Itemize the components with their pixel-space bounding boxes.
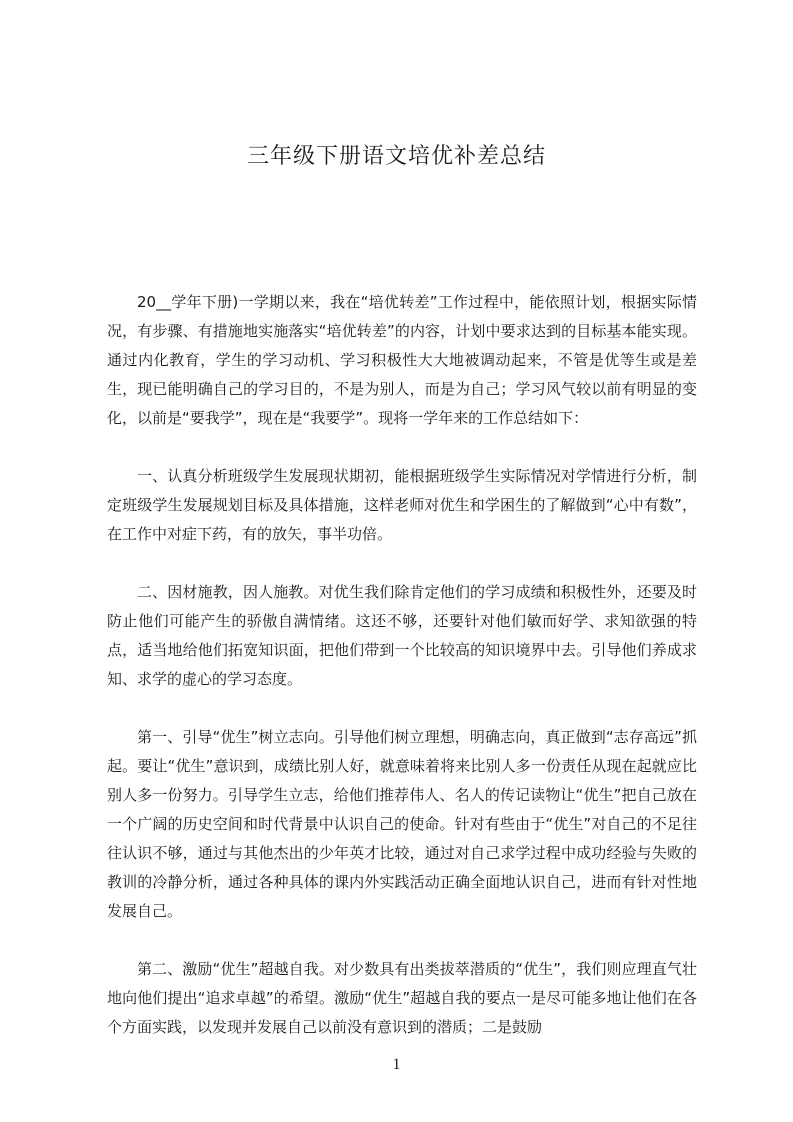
paragraph-second-point: 第二、激励“优生”超越自我。对少数具有出类拔萃潜质的“优生”，我们则应理直气壮地向他们提出“追求卓越”的希望。激励“优生”超越自我的要点一是尽可能多地让他们在各个方面实践，以发现并发展自己以前没有意识到的潜质；二是鼓励 [107, 960, 697, 1036]
paragraph-section-two: 二、因材施教，因人施教。对优生我们除肯定他们的学习成绩和积极性外，还要及时防止他们可能产生的骄傲自满情绪。这还不够，还要针对他们敏而好学、求知欲强的特点，适当地给他们拓宽知识面，把他们带到一个比较高的知识境界中去。引导他们养成求知、求学的虚心的学习态度。 [107, 583, 697, 688]
paragraph-first-point: 第一、引导“优生”树立志向。引导他们树立理想，明确志向，真正做到“志存高远”抓起。要让“优生”意识到，成绩比别人好，就意味着将来比别人多一份责任从现在起就应比别人多一份努力。引导学生立志，给他们推荐伟人、名人的传记读物让“优生”把自己放在一个广阔的历史空间和时代背景中认识自己的使命。针对有些由于“优生”对自己的不足往往认识不够，通过与其他杰出的少年英才比较，通过对自己求学过程中成功经验与失败的教训的冷静分析，通过各种具体的课内外实践活动正确全面地认识自己，进而有针对性地发展自己。 [107, 728, 697, 920]
page-number: 1 [392, 1056, 401, 1073]
paragraph-intro: 20__学年下册)一学期以来，我在“培优转差”工作过程中，能依照计划，根据实际情况，有步骤、有措施地实施落实“培优转差”的内容，计划中要求达到的目标基本能实现。通过内化教育，学生的学习动机、学习积极性大大地被调动起来，不管是优等生或是差生，现已能明确自己的学习目的，不是为别人，而是为自己；学习风气较以前有明显的变化，以前是“要我学”，现在是“我要学”。现将一学年来的工作总结如下： [107, 293, 697, 427]
paragraph-section-one: 一、认真分析班级学生发展现状期初，能根据班级学生实际情况对学情进行分析，制定班级学生发展规划目标及具体措施，这样老师对优生和学困生的了解做到“心中有数”，在工作中对症下药，有的放矢，事半功倍。 [107, 467, 697, 543]
document-body [107, 288, 697, 1071]
document-title: 三年级下册语文培优补差总结 [246, 144, 546, 169]
